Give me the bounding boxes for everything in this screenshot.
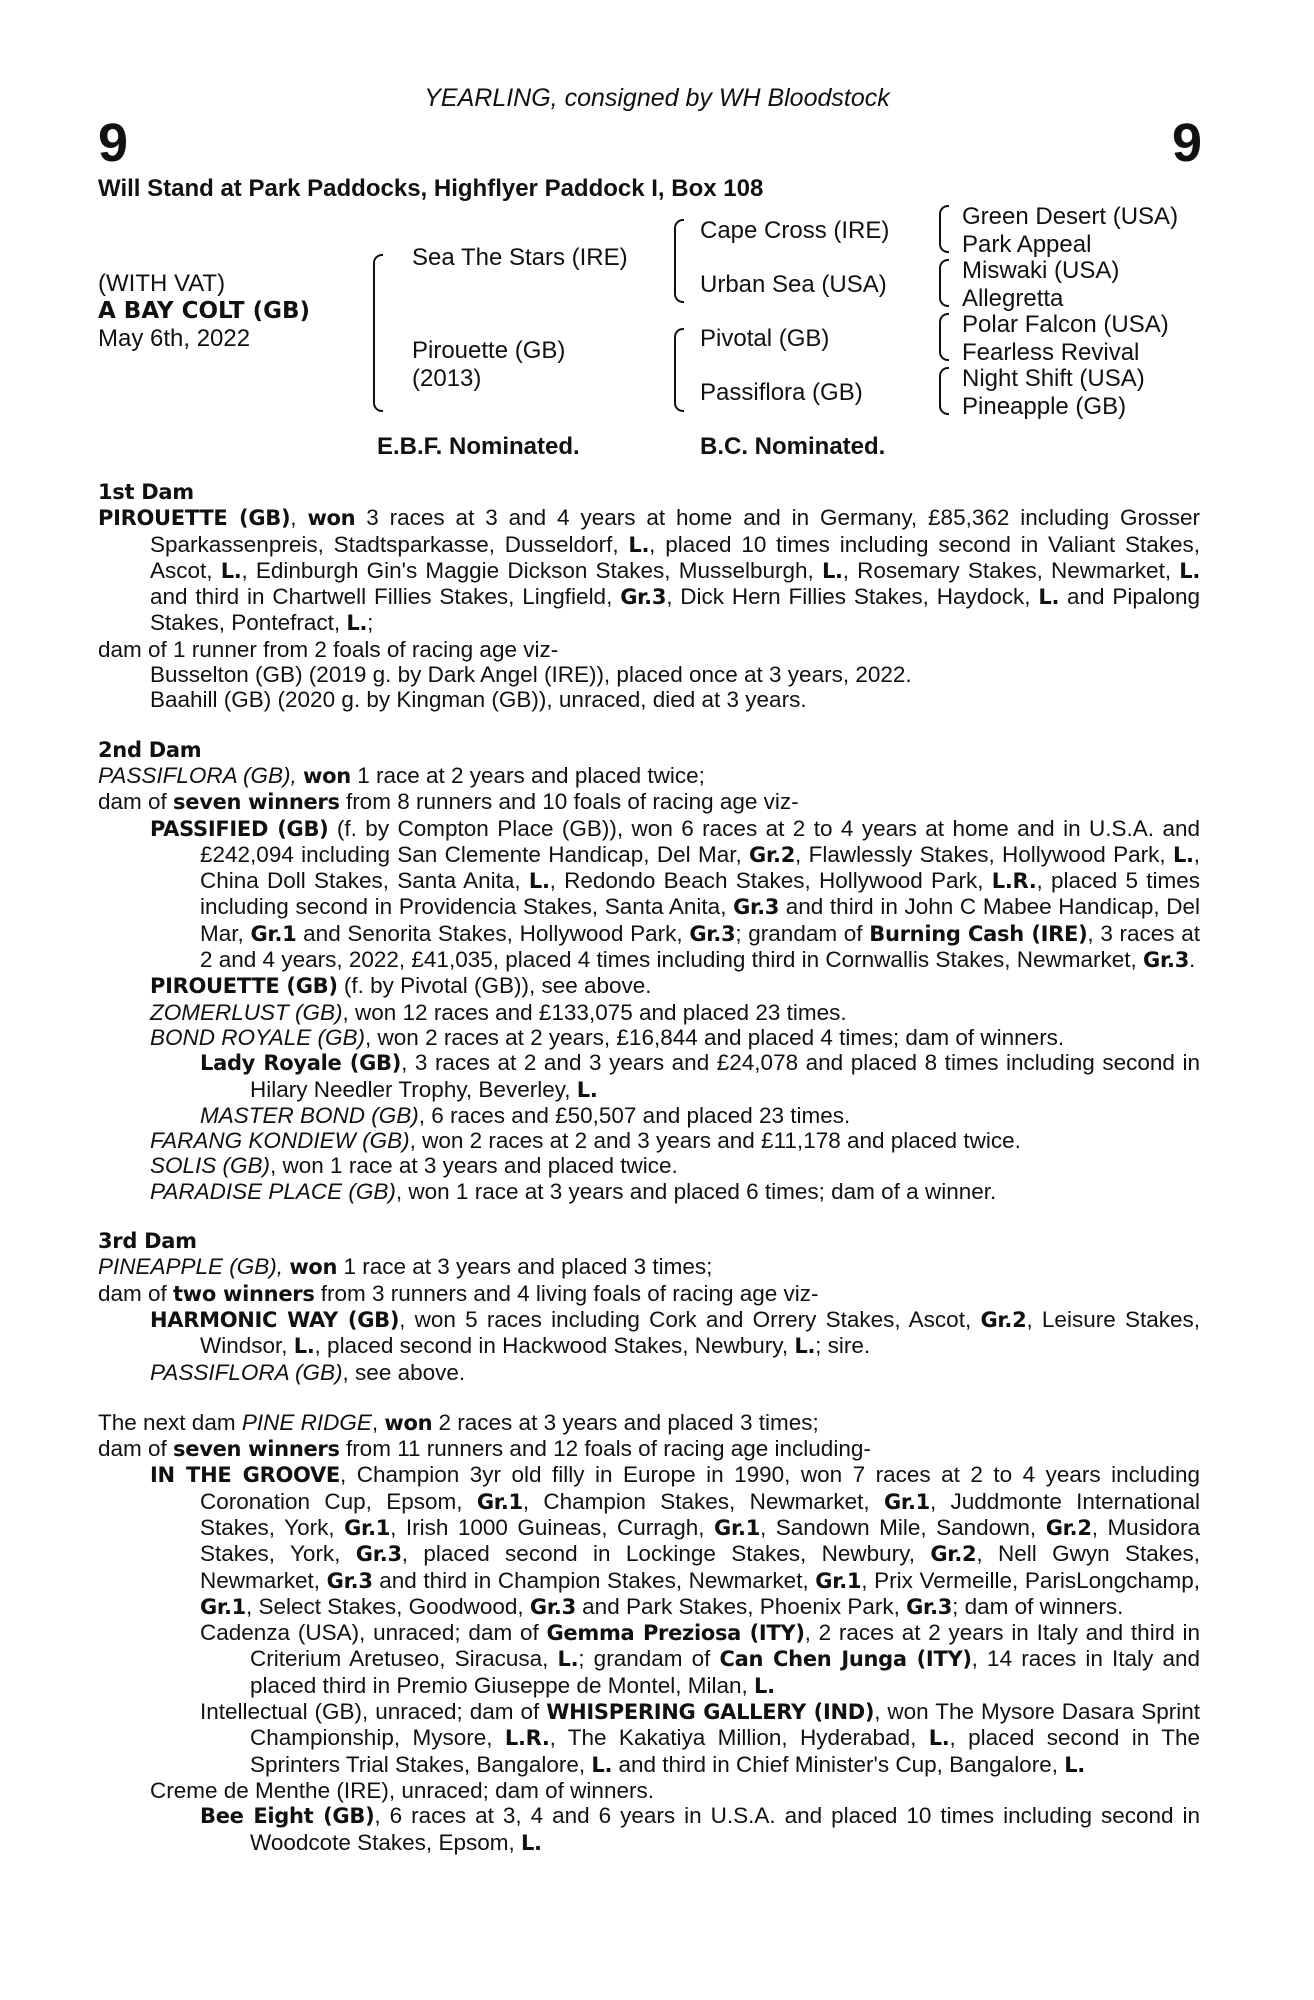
sire-sire: Cape Cross (IRE) xyxy=(700,217,890,244)
ebf-nominated: E.B.F. Nominated. xyxy=(377,433,580,460)
list-item: PASSIFLORA (GB), see above. xyxy=(150,1359,466,1385)
gg-7: Night Shift (USA) xyxy=(962,365,1145,392)
gg-3: Miswaki (USA) xyxy=(962,257,1120,284)
list-item: Creme de Menthe (IRE), unraced; dam of winners. xyxy=(150,1777,654,1803)
brace-gen2-bottom xyxy=(674,328,684,412)
third-dam-record: PINEAPPLE (GB), won 1 race at 3 years and placed 3 times; xyxy=(98,1254,713,1280)
bc-nominated: B.C. Nominated. xyxy=(700,433,886,460)
list-item: HARMONIC WAY (GB), won 5 races including Cork and Orrery Stakes, Ascot, Gr.2, Leisure Stakes, Windsor, L., placed second in Hackwood Stakes, Newbury, L.; sire. xyxy=(150,1306,1200,1359)
sire: Sea The Stars (IRE) xyxy=(412,244,628,271)
list-item: Baahill (GB) (2020 g. by Kingman (GB)), unraced, died at 3 years. xyxy=(150,687,807,713)
dam-dam: Passiflora (GB) xyxy=(700,379,863,406)
horse-name: A BAY COLT (GB) xyxy=(98,298,311,324)
list-item: PASSIFIED (GB) (f. by Compton Place (GB)), won 6 races at 2 to 4 years at home and in U.S.A. and £242,094 including San Clemente Handicap, Del Mar, Gr.2, Flawlessly Stakes, Hollywood Park, L., China Doll Stakes, Santa Anita, L., Redondo Beach Stakes, Hollywood Park, L.R., placed 5 times including second in Providencia Stakes, Santa Anita, Gr.3 and third in John C Mabee Handicap, Del Mar, Gr.1 and Senorita Stakes, Hollywood Park, Gr.3; grandam of Burning Cash (IRE), 3 races at 2 and 4 years, 2022, £41,035, placed 4 times including third in Cornwallis Stakes, Newmarket, Gr.3. xyxy=(150,815,1201,973)
list-item: FARANG KONDIEW (GB), won 2 races at 2 and 3 years and £11,178 and placed twice. xyxy=(150,1128,1021,1154)
brace-gen1 xyxy=(373,254,383,412)
next-dam-record: The next dam PINE RIDGE, won 2 races at 3 years and placed 3 times; xyxy=(98,1409,819,1435)
list-item: Busselton (GB) (2019 g. by Dark Angel (IRE)), placed once at 3 years, 2022. xyxy=(150,662,912,688)
list-item: IN THE GROOVE, Champion 3yr old filly in Europe in 1990, won 7 races at 2 to 4 years including Coronation Cup, Epsom, Gr.1, Champion Stakes, Newmarket, Gr.1, Juddmonte International Stakes, York, Gr.1, Irish 1000 Guineas, Curragh, Gr.1, Sandown Mile, Sandown, Gr.2, Musidora Stakes, York, Gr.3, placed second in Lockinge Stakes, Newbury, Gr.2, Nell Gwyn Stakes, Newmarket, Gr.3 and third in Champion Stakes, Newmarket, Gr.1, Prix Vermeille, ParisLongchamp, Gr.1, Select Stakes, Goodwood, Gr.3 and Park Stakes, Phoenix Park, Gr.3; dam of winners. xyxy=(150,1462,1200,1619)
catalogue-body xyxy=(98,480,1200,1856)
second-dam-record: PASSIFLORA (GB), won 1 race at 2 years and placed twice; xyxy=(98,762,705,788)
list-item: Cadenza (USA), unraced; dam of Gemma Preziosa (ITY), 2 races at 2 years in Italy and third in Criterium Aretuseo, Siracusa, L.; grandam of Can Chen Junga (ITY), 14 races in Italy and placed third in Premio Giuseppe de Montel, Milan, L. xyxy=(200,1620,1200,1698)
next-dam-produce-summary: dam of seven winners from 11 runners and 12 foals of racing age including- xyxy=(98,1436,871,1462)
lot-number-left: 9 xyxy=(98,113,129,173)
list-item: Lady Royale (GB), 3 races at 2 and 3 years and £24,078 and placed 8 times including second in Hilary Needler Trophy, Beverley, L. xyxy=(200,1050,1200,1102)
dam-year: (2013) xyxy=(412,365,482,392)
list-item: PIROUETTE (GB) (f. by Pivotal (GB)), see above. xyxy=(150,973,652,999)
stand-location: Will Stand at Park Paddocks, Highflyer Paddock I, Box 108 xyxy=(98,175,764,202)
first-dam-heading: 1st Dam xyxy=(98,480,194,504)
first-dam-produce-summary: dam of 1 runner from 2 foals of racing age viz- xyxy=(98,636,559,662)
sire-dam: Urban Sea (USA) xyxy=(700,271,887,298)
dam-sire: Pivotal (GB) xyxy=(700,325,830,352)
brace-gen2-top xyxy=(674,219,684,303)
first-dam-record: PIROUETTE (GB), won 3 races at 3 and 4 years at home and in Germany, £85,362 including Grosser Sparkassenpreis, Stadtsparkasse, Dusseldorf, L., placed 10 times including second in Valiant Stakes, Ascot, L., Edinburgh Gin's Maggie Dickson Stakes, Musselburgh, L., Rosemary Stakes, Newmarket, L. and third in Chartwell Fillies Stakes, Lingfield, Gr.3, Dick Hern Fillies Stakes, Haydock, L. and Pipalong Stakes, Pontefract, L.; xyxy=(98,505,1201,636)
second-dam-produce-summary: dam of seven winners from 8 runners and 10 foals of racing age viz- xyxy=(98,789,799,815)
second-dam-heading: 2nd Dam xyxy=(98,737,202,762)
foaling-date: May 6th, 2022 xyxy=(98,325,251,352)
lot-number-right: 9 xyxy=(1172,113,1203,173)
list-item: Intellectual (GB), unraced; dam of WHISPERING GALLERY (IND), won The Mysore Dasara Sprint Championship, Mysore, L.R., The Kakatiya Million, Hyderabad, L., placed second in The Sprinters Trial Stakes, Bangalore, L. and third in Chief Minister's Cup, Bangalore, L. xyxy=(200,1699,1200,1777)
third-dam-produce-summary: dam of two winners from 3 runners and 4 living foals of racing age viz- xyxy=(98,1280,819,1306)
sale-type: YEARLING, consigned by WH Bloodstock xyxy=(424,84,890,112)
brace-gen3-4 xyxy=(939,367,949,415)
list-item: SOLIS (GB), won 1 race at 3 years and placed twice. xyxy=(150,1153,678,1179)
gg-2: Park Appeal xyxy=(962,231,1092,258)
gg-6: Fearless Revival xyxy=(962,339,1140,366)
dam: Pirouette (GB) xyxy=(412,337,566,364)
list-item: MASTER BOND (GB), 6 races and £50,507 and placed 23 times. xyxy=(200,1102,851,1128)
list-item: BOND ROYALE (GB), won 2 races at 2 years, £16,844 and placed 4 times; dam of winners. xyxy=(150,1024,1065,1050)
gg-4: Allegretta xyxy=(962,285,1064,312)
brace-gen3-3 xyxy=(939,313,949,361)
list-item: PARADISE PLACE (GB), won 1 race at 3 years and placed 6 times; dam of a winner. xyxy=(150,1178,997,1204)
gg-5: Polar Falcon (USA) xyxy=(962,311,1169,338)
brace-gen3-1 xyxy=(939,205,949,253)
third-dam-heading: 3rd Dam xyxy=(98,1229,197,1254)
list-item: Bee Eight (GB), 6 races at 3, 4 and 6 years in U.S.A. and placed 10 times including second in Woodcote Stakes, Epsom, L. xyxy=(200,1803,1200,1855)
vat-note: (WITH VAT) xyxy=(98,270,226,297)
brace-gen3-2 xyxy=(939,259,949,307)
gg-1: Green Desert (USA) xyxy=(962,203,1179,230)
gg-8: Pineapple (GB) xyxy=(962,393,1127,420)
list-item: ZOMERLUST (GB), won 12 races and £133,075 and placed 23 times. xyxy=(150,999,847,1025)
